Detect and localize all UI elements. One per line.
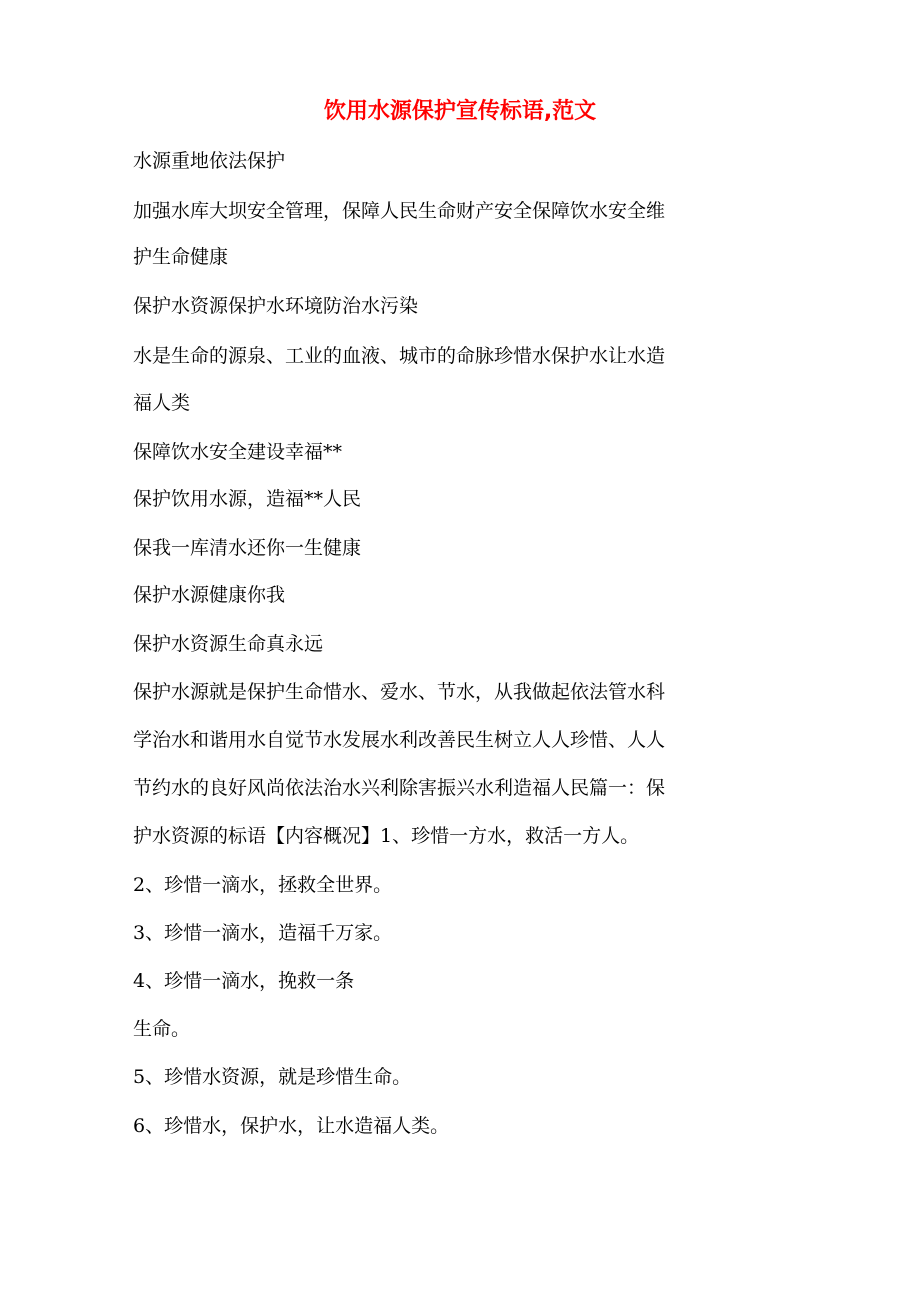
text-line: 6、珍惜水，保护水，让水造福人类。: [133, 1115, 450, 1137]
document-title: 饮用水源保护宣传标语,范文: [323, 99, 597, 124]
text-line: 保护水源就是保护生命惜水、爱水、节水，从我做起依法管水科: [133, 681, 666, 703]
text-line: 保护水资源生命真永远: [133, 633, 324, 655]
text-line: 护生命健康: [133, 246, 229, 268]
text-line: 保护水资源保护水环境防治水污染: [133, 295, 419, 317]
text-line: 保障饮水安全建设幸福**: [133, 441, 343, 463]
text-line: 保护水源健康你我: [133, 584, 286, 606]
text-line: 节约水的良好风尚依法治水兴利除害振兴水利造福人民篇一：保: [133, 777, 666, 799]
text-line: 水是生命的源泉、工业的血液、城市的命脉珍惜水保护水让水造: [133, 345, 666, 367]
text-line: 2、珍惜一滴水，拯救全世界。: [133, 874, 393, 896]
text-line: 4、珍惜一滴水，挽救一条: [133, 970, 355, 992]
text-line: 水源重地依法保护: [133, 150, 286, 172]
text-line: 加强水库大坝安全管理，保障人民生命财产安全保障饮水安全维: [133, 200, 666, 222]
text-line: 福人类: [133, 392, 191, 414]
text-line: 护水资源的标语【内容概况】1、珍惜一方水，救活一方人。: [133, 825, 640, 847]
text-line: 保我一库清水还你一生健康: [133, 537, 362, 559]
text-line: 学治水和谐用水自觉节水发展水利改善民生树立人人珍惜、人人: [133, 729, 666, 751]
text-line: 生命。: [133, 1018, 191, 1040]
text-line: 3、珍惜一滴水，造福千万家。: [133, 922, 393, 944]
text-line: 5、珍惜水资源，就是珍惜生命。: [133, 1066, 412, 1088]
text-line: 保护饮用水源，造福**人民: [133, 488, 362, 510]
